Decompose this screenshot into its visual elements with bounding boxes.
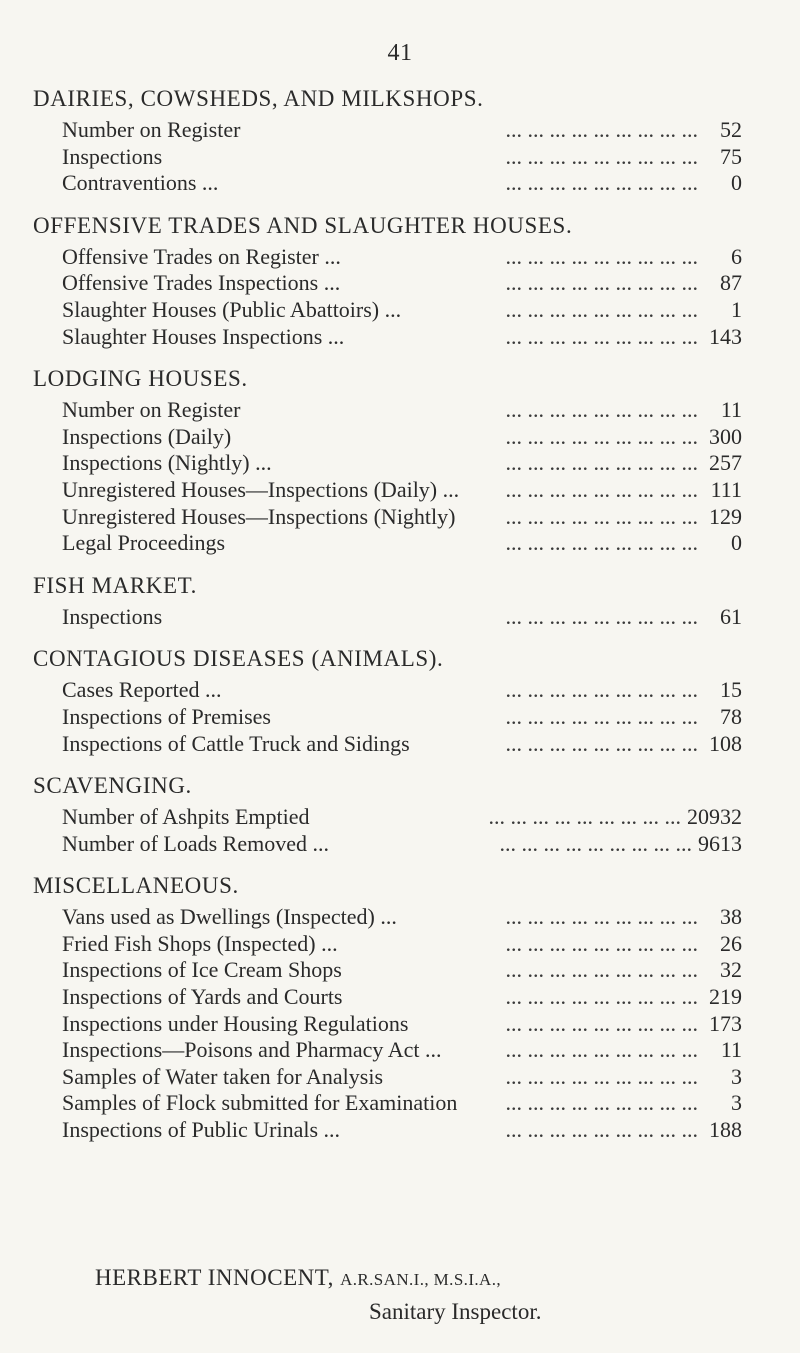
row-value: 3 <box>731 1090 742 1116</box>
row-value: 11 <box>720 397 742 423</box>
row-label: Offensive Trades Inspections ... <box>62 270 341 296</box>
row-label: Inspections (Daily) <box>62 423 232 449</box>
row-value: 11 <box>720 1037 742 1063</box>
dot-leader: ... ... ... ... ... ... ... ... ... <box>505 1090 698 1116</box>
section-heading: DAIRIES, COWSHEDS, AND MILKSHOPS. <box>33 86 484 111</box>
dot-leader: ... ... ... ... ... ... ... ... ... <box>505 476 698 502</box>
table-row <box>62 1117 742 1144</box>
signature-block <box>0 1262 800 1328</box>
row-value: 143 <box>709 323 742 349</box>
row-value: 20932 <box>687 804 742 830</box>
row-label: Inspections of Yards and Courts <box>62 984 343 1010</box>
row-value: 15 <box>720 677 742 703</box>
row-label: Number on Register <box>62 117 241 142</box>
dot-leader: ... ... ... ... ... ... ... ... ... <box>505 450 698 476</box>
row-value: 173 <box>709 1010 742 1036</box>
row-value: 38 <box>720 904 742 930</box>
table-row <box>62 1064 742 1091</box>
section-heading: OFFENSIVE TRADES AND SLAUGHTER HOUSES. <box>33 212 573 238</box>
row-label: Legal Proceedings <box>62 530 226 556</box>
row-label: Inspections of Public Urinals ... <box>62 1117 341 1143</box>
row-label: Offensive Trades on Register ... <box>62 243 341 269</box>
report-section <box>33 871 753 1143</box>
report-section <box>33 771 753 857</box>
table-row <box>62 957 742 984</box>
section-heading: SCAVENGING. <box>33 773 192 799</box>
row-value: 129 <box>709 503 742 529</box>
row-label: Inspections—Poisons and Pharmacy Act ... <box>62 1037 442 1063</box>
section-heading: LODGING HOUSES. <box>33 366 248 392</box>
report-section <box>33 644 753 757</box>
row-label: Unregistered Houses—Inspections (Daily) ... <box>62 476 460 502</box>
section-heading: CONTAGIOUS DISEASES (ANIMALS). <box>33 646 444 672</box>
table-row <box>62 450 742 477</box>
dot-leader: ... ... ... ... ... ... ... ... ... <box>505 603 698 629</box>
dot-leader: ... ... ... ... ... ... ... ... ... <box>505 1010 698 1036</box>
report-section <box>33 211 753 350</box>
table-row <box>62 677 742 704</box>
table-row <box>62 831 742 858</box>
table-row <box>62 1037 742 1064</box>
table-row <box>62 704 742 731</box>
signature-line <box>95 1262 800 1296</box>
table-row <box>62 144 742 171</box>
section-heading: MISCELLANEOUS. <box>33 873 239 899</box>
row-value: 0 <box>731 530 742 556</box>
row-label: Inspections <box>62 143 163 169</box>
dot-leader: ... ... ... ... ... ... ... ... ... <box>505 503 698 529</box>
report-section <box>33 84 753 197</box>
row-value: 300 <box>709 423 742 449</box>
dot-leader: ... ... ... ... ... ... ... ... ... <box>505 270 698 296</box>
report-section <box>33 364 753 557</box>
table-row <box>62 424 742 451</box>
dot-leader: ... ... ... ... ... ... ... ... ... <box>505 703 698 729</box>
table-row <box>62 1011 742 1038</box>
row-value: 219 <box>709 984 742 1010</box>
row-label: Samples of Water taken for Analysis <box>62 1063 384 1089</box>
row-label: Inspections of Ice Cream Shops <box>62 957 342 983</box>
row-label: Samples of Flock submitted for Examination <box>62 1090 458 1116</box>
dot-leader: ... ... ... ... ... ... ... ... ... <box>505 730 698 756</box>
report-content <box>33 84 753 1158</box>
row-value: 0 <box>731 170 742 196</box>
inspector-qualifications: A.R.SAN.I., M.S.I.A., <box>340 1270 502 1289</box>
dot-leader: ... ... ... ... ... ... ... ... ... <box>505 530 698 556</box>
dot-leader: ... ... ... ... ... ... ... ... ... <box>505 143 698 169</box>
row-label: Slaughter Houses (Public Abattoirs) ... <box>62 296 402 322</box>
inspector-title: Sanitary Inspector. <box>369 1299 542 1324</box>
dot-leader: ... ... ... ... ... ... ... ... ... <box>505 984 698 1010</box>
dot-leader: ... ... ... ... ... ... ... ... ... <box>505 323 698 349</box>
row-value: 3 <box>731 1063 742 1089</box>
row-value: 108 <box>709 730 742 756</box>
dot-leader: ... ... ... ... ... ... ... ... ... <box>505 243 698 269</box>
row-value: 78 <box>720 703 742 729</box>
table-row <box>62 731 742 758</box>
row-label: Inspections of Cattle Truck and Sidings <box>62 730 410 756</box>
dot-leader: ... ... ... ... ... ... ... ... ... <box>505 423 698 449</box>
table-row <box>62 170 742 197</box>
row-label: Vans used as Dwellings (Inspected) ... <box>62 904 397 930</box>
dot-leader: ... ... ... ... ... ... ... ... ... <box>505 170 698 196</box>
section-heading: FISH MARKET. <box>33 572 197 598</box>
row-value: 1 <box>731 296 742 322</box>
table-row <box>62 904 742 931</box>
table-row <box>62 297 742 324</box>
row-value: 52 <box>720 117 742 142</box>
row-label: Cases Reported ... <box>62 677 222 703</box>
table-row <box>62 604 742 631</box>
table-row <box>62 117 742 144</box>
table-row <box>62 397 742 424</box>
dot-leader: ... ... ... ... ... ... ... ... ... <box>505 397 698 423</box>
dot-leader: ... ... ... ... ... ... ... ... ... <box>505 677 698 703</box>
row-label: Inspections (Nightly) ... <box>62 450 272 476</box>
row-value: 9613 <box>698 830 742 856</box>
table-row <box>62 984 742 1011</box>
row-value: 26 <box>720 930 742 956</box>
row-label: Inspections under Housing Regulations <box>62 1010 409 1036</box>
dot-leader: ... ... ... ... ... ... ... ... ... <box>505 117 698 142</box>
dot-leader: ... ... ... ... ... ... ... ... ... <box>488 804 681 830</box>
row-label: Inspections <box>62 603 163 629</box>
table-row <box>62 244 742 271</box>
dot-leader: ... ... ... ... ... ... ... ... ... <box>499 830 692 856</box>
row-label: Unregistered Houses—Inspections (Nightly) <box>62 503 456 529</box>
row-value: 75 <box>720 143 742 169</box>
row-label: Fried Fish Shops (Inspected) ... <box>62 930 338 956</box>
report-section <box>33 571 753 631</box>
row-value: 32 <box>720 957 742 983</box>
row-label: Number of Ashpits Emptied <box>62 804 310 830</box>
row-value: 257 <box>709 450 742 476</box>
table-row <box>62 804 742 831</box>
row-label: Inspections of Premises <box>62 703 271 729</box>
dot-leader: ... ... ... ... ... ... ... ... ... <box>505 930 698 956</box>
table-row <box>62 1090 742 1117</box>
row-label: Contraventions ... <box>62 170 219 196</box>
table-row <box>62 324 742 351</box>
dot-leader: ... ... ... ... ... ... ... ... ... <box>505 957 698 983</box>
dot-leader: ... ... ... ... ... ... ... ... ... <box>505 1037 698 1063</box>
row-value: 61 <box>720 603 742 629</box>
page-number: 41 <box>387 40 413 66</box>
table-row <box>62 270 742 297</box>
dot-leader: ... ... ... ... ... ... ... ... ... <box>505 904 698 930</box>
dot-leader: ... ... ... ... ... ... ... ... ... <box>505 1117 698 1143</box>
table-row <box>62 477 742 504</box>
table-row <box>62 504 742 531</box>
table-row <box>62 931 742 958</box>
row-label: Number of Loads Removed ... <box>62 830 329 856</box>
table-row <box>62 530 742 557</box>
row-value: 6 <box>731 243 742 269</box>
row-value: 87 <box>720 270 742 296</box>
row-label: Slaughter Houses Inspections ... <box>62 323 345 349</box>
inspector-name: HERBERT INNOCENT, <box>95 1265 334 1290</box>
row-label: Number on Register <box>62 397 241 423</box>
row-value: 188 <box>709 1117 742 1143</box>
dot-leader: ... ... ... ... ... ... ... ... ... <box>505 296 698 322</box>
dot-leader: ... ... ... ... ... ... ... ... ... <box>505 1063 698 1089</box>
row-value: 111 <box>710 476 742 502</box>
